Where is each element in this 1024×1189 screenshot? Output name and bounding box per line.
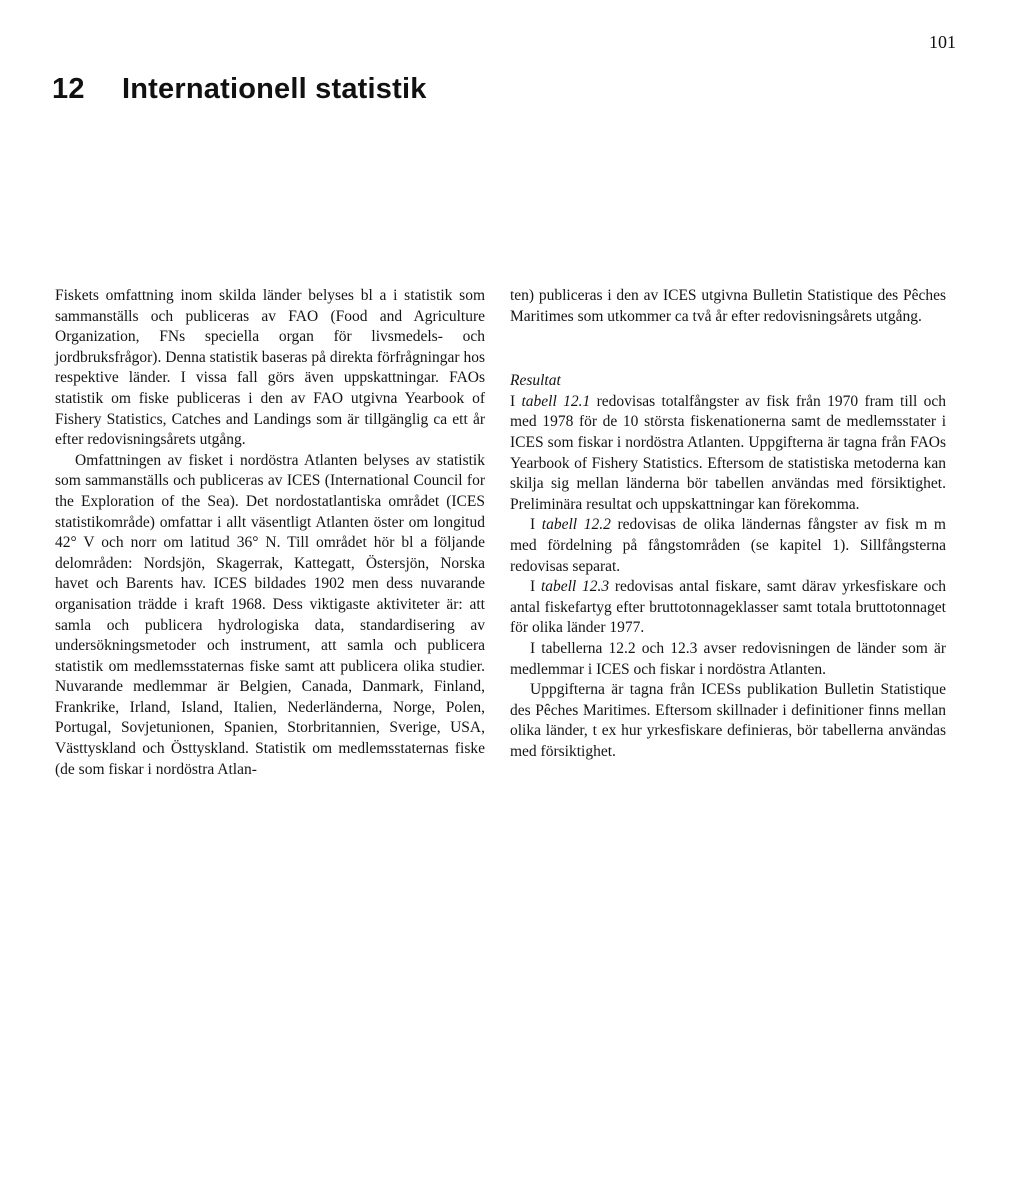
paragraph-tabell-12-2 — [510, 515, 946, 577]
table-reference-12-2: tabell 12.2 — [541, 516, 611, 534]
chapter-title: Internationell statistik — [122, 73, 427, 105]
paragraph-uppgifterna: Uppgifterna är tagna från ICESs publikation Bulletin Statistique des Pêches Maritimes. Eftersom skillnader i definitioner finns mellan olika länder, t ex hur yrkesfiskare definieras, bör tabellerna användas med försiktighet. — [510, 681, 946, 760]
paragraph-tabell-12-1 — [510, 392, 946, 516]
paragraph-prefix: I — [510, 392, 522, 410]
paragraph-text: redovisas de olika ländernas fångster av fisk m m med fördelning på fångstområden (se kapitel 1). Sillfångsterna redovisas separat. — [510, 516, 946, 575]
chapter-heading — [52, 73, 427, 106]
paragraph-tabell-12-3 — [510, 577, 946, 639]
section-heading-resultat: Resultat — [510, 372, 561, 390]
right-column — [510, 286, 946, 762]
paragraph-fao: Fiskets omfattning inom skilda länder belyses bl a i statistik som sammanställs och publiceras av FAO (Food and Agriculture Organization, FNs speciella organ för livsmedels- och jordbruksfrågor). Denna statistik baseras på direkta förfrågningar hos respektive länder. I vissa fall görs även uppskattningar. FAOs statistik om fiske publiceras i den av FAO utgivna Yearbook of Fishery Statistics, Catches and Landings som är tillgänglig ca ett år efter redovisningsårets utgång. — [55, 287, 485, 449]
chapter-number: 12 — [52, 73, 85, 105]
paragraph-text: redovisas antal fiskare, samt därav yrkesfiskare och antal fiskefartyg efter bruttotonnageklasser samt totala bruttotonnaget för olika länder 1977. — [510, 578, 946, 637]
table-reference-12-3: tabell 12.3 — [540, 578, 610, 596]
page-number: 101 — [929, 32, 956, 52]
paragraph-prefix: I — [530, 516, 542, 534]
paragraph-continuation: ten) publiceras i den av ICES utgivna Bulletin Statistique des Pêches Maritimes som utkommer ca två år efter redovisningsårets utgång. — [510, 287, 946, 325]
left-column — [55, 286, 485, 780]
paragraph-ices: Omfattningen av fisket i nordöstra Atlanten belyses av statistik som sammanställs och publiceras av ICES (International Council for the Exploration of the Sea). Det nordostatlantiska området (ICES statistikområde) omfattar i allt väsentligt Atlanten öster om longitud 42° V och norr om latitud 36° N. Till området hör bl a följande delområden: Nordsjön, Skagerrak, Kattegatt, Östersjön, Norska havet och Barents hav. ICES bildades 1902 men dess nuvarande organisation trädde i kraft 1968. Dess viktigaste aktiviteter är: att samla och publicera hydrologiska data, standardisering av undersökningsmetoder och instrument, att samla och publicera statistik om medlemsstaternas fiske samt att publicera olika studier. Nuvarande medlemmar är Belgien, Canada, Danmark, Finland, Frankrike, Irland, Island, Italien, Nederländerna, Norge, Polen, Portugal, Sovjetunionen, Spanien, Storbritannien, Sverige, USA, Västtyskland och Östtyskland. Statistik om medlemsstaternas fiske (de som fiskar i nordöstra Atlan- — [55, 451, 485, 778]
table-reference-12-1: tabell 12.1 — [521, 392, 591, 410]
paragraph-prefix: I — [530, 578, 541, 596]
paragraph-tabellerna: I tabellerna 12.2 och 12.3 avser redovisningen de länder som är medlemmar i ICES och fiskar i nordöstra Atlanten. — [510, 639, 946, 678]
paragraph-text: redovisas totalfångster av fisk från 1970 fram till och med 1978 för de 10 största fiskenationerna samt de medlemsstater i ICES som fiskar i nordöstra Atlanten. Uppgifterna är tagna från FAOs Yearbook of Fishery Statistics. Eftersom de statistiska metoderna kan skilja sig mellan länderna bör tabellen användas med försiktighet. Preliminära resultat och uppskattningar kan förekomma. — [510, 392, 946, 513]
